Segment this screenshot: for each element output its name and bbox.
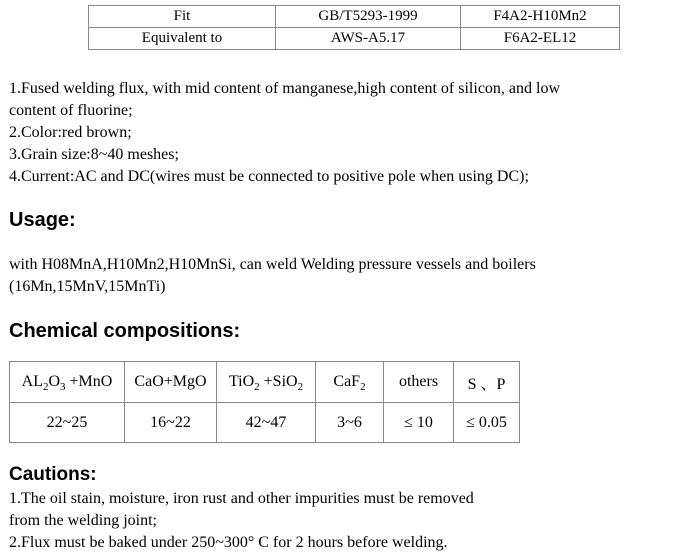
caution-line-1: 1.The oil stain, moisture, iron rust and other impurities must be removed [9, 490, 474, 507]
cautions-heading: Cautions: [9, 464, 97, 485]
usage-heading: Usage: [9, 209, 76, 231]
chemical-heading: Chemical compositions: [9, 320, 241, 342]
caution-line-2: 2.Flux must be baked under 250~300° C for 2 hours before welding. [9, 534, 448, 551]
header-s-p: S 、P [454, 362, 520, 403]
table-row [89, 28, 620, 50]
table-row [10, 403, 520, 443]
header-cao-mgo: CaO+MgO [125, 362, 217, 403]
value-al2o3-mno: 22~25 [10, 403, 125, 443]
value-others: ≤ 10 [384, 403, 454, 443]
fit-label-cell: Fit [89, 6, 276, 28]
value-caf2: 3~6 [316, 403, 384, 443]
header-al2o3-mno: $AL_2O_3 +MnO$ [10, 362, 125, 403]
equivalent-label-cell: Equivalent to [89, 28, 276, 50]
fit-code-cell: F4A2-H10Mn2 [461, 6, 620, 28]
caution-line-1-cont: from the welding joint; [9, 512, 157, 529]
table-header-row [10, 362, 520, 403]
header-tio2-sio2: TiO$_2$ +SiO$_2$ [217, 362, 316, 403]
property-line-1: 1.Fused welding flux, with mid content of manganese,high content of silicon, and low [9, 80, 561, 97]
table-row [89, 6, 620, 28]
value-cao-mgo: 16~22 [125, 403, 217, 443]
value-s-p: ≤ 0.05 [454, 403, 520, 443]
property-line-2: 2.Color:red brown; [9, 124, 132, 141]
equivalent-code-cell: F6A2-EL12 [461, 28, 620, 50]
header-caf2: CaF$_2$ [316, 362, 384, 403]
usage-line-1: with H08MnA,H10Mn2,H10MnSi, can weld Welding pressure vessels and boilers [9, 256, 536, 273]
property-line-1-cont: content of fluorine; [9, 102, 133, 119]
fit-table [88, 5, 620, 50]
usage-line-2: (16Mn,15MnV,15MnTi) [9, 278, 166, 295]
fit-standard-cell: GB/T5293-1999 [276, 6, 461, 28]
header-others: others [384, 362, 454, 403]
property-line-4: 4.Current:AC and DC(wires must be connected to positive pole when using DC); [9, 168, 529, 185]
composition-table [9, 361, 520, 443]
value-tio2-sio2: 42~47 [217, 403, 316, 443]
property-line-3: 3.Grain size:8~40 meshes; [9, 146, 179, 163]
equivalent-standard-cell: AWS-A5.17 [276, 28, 461, 50]
